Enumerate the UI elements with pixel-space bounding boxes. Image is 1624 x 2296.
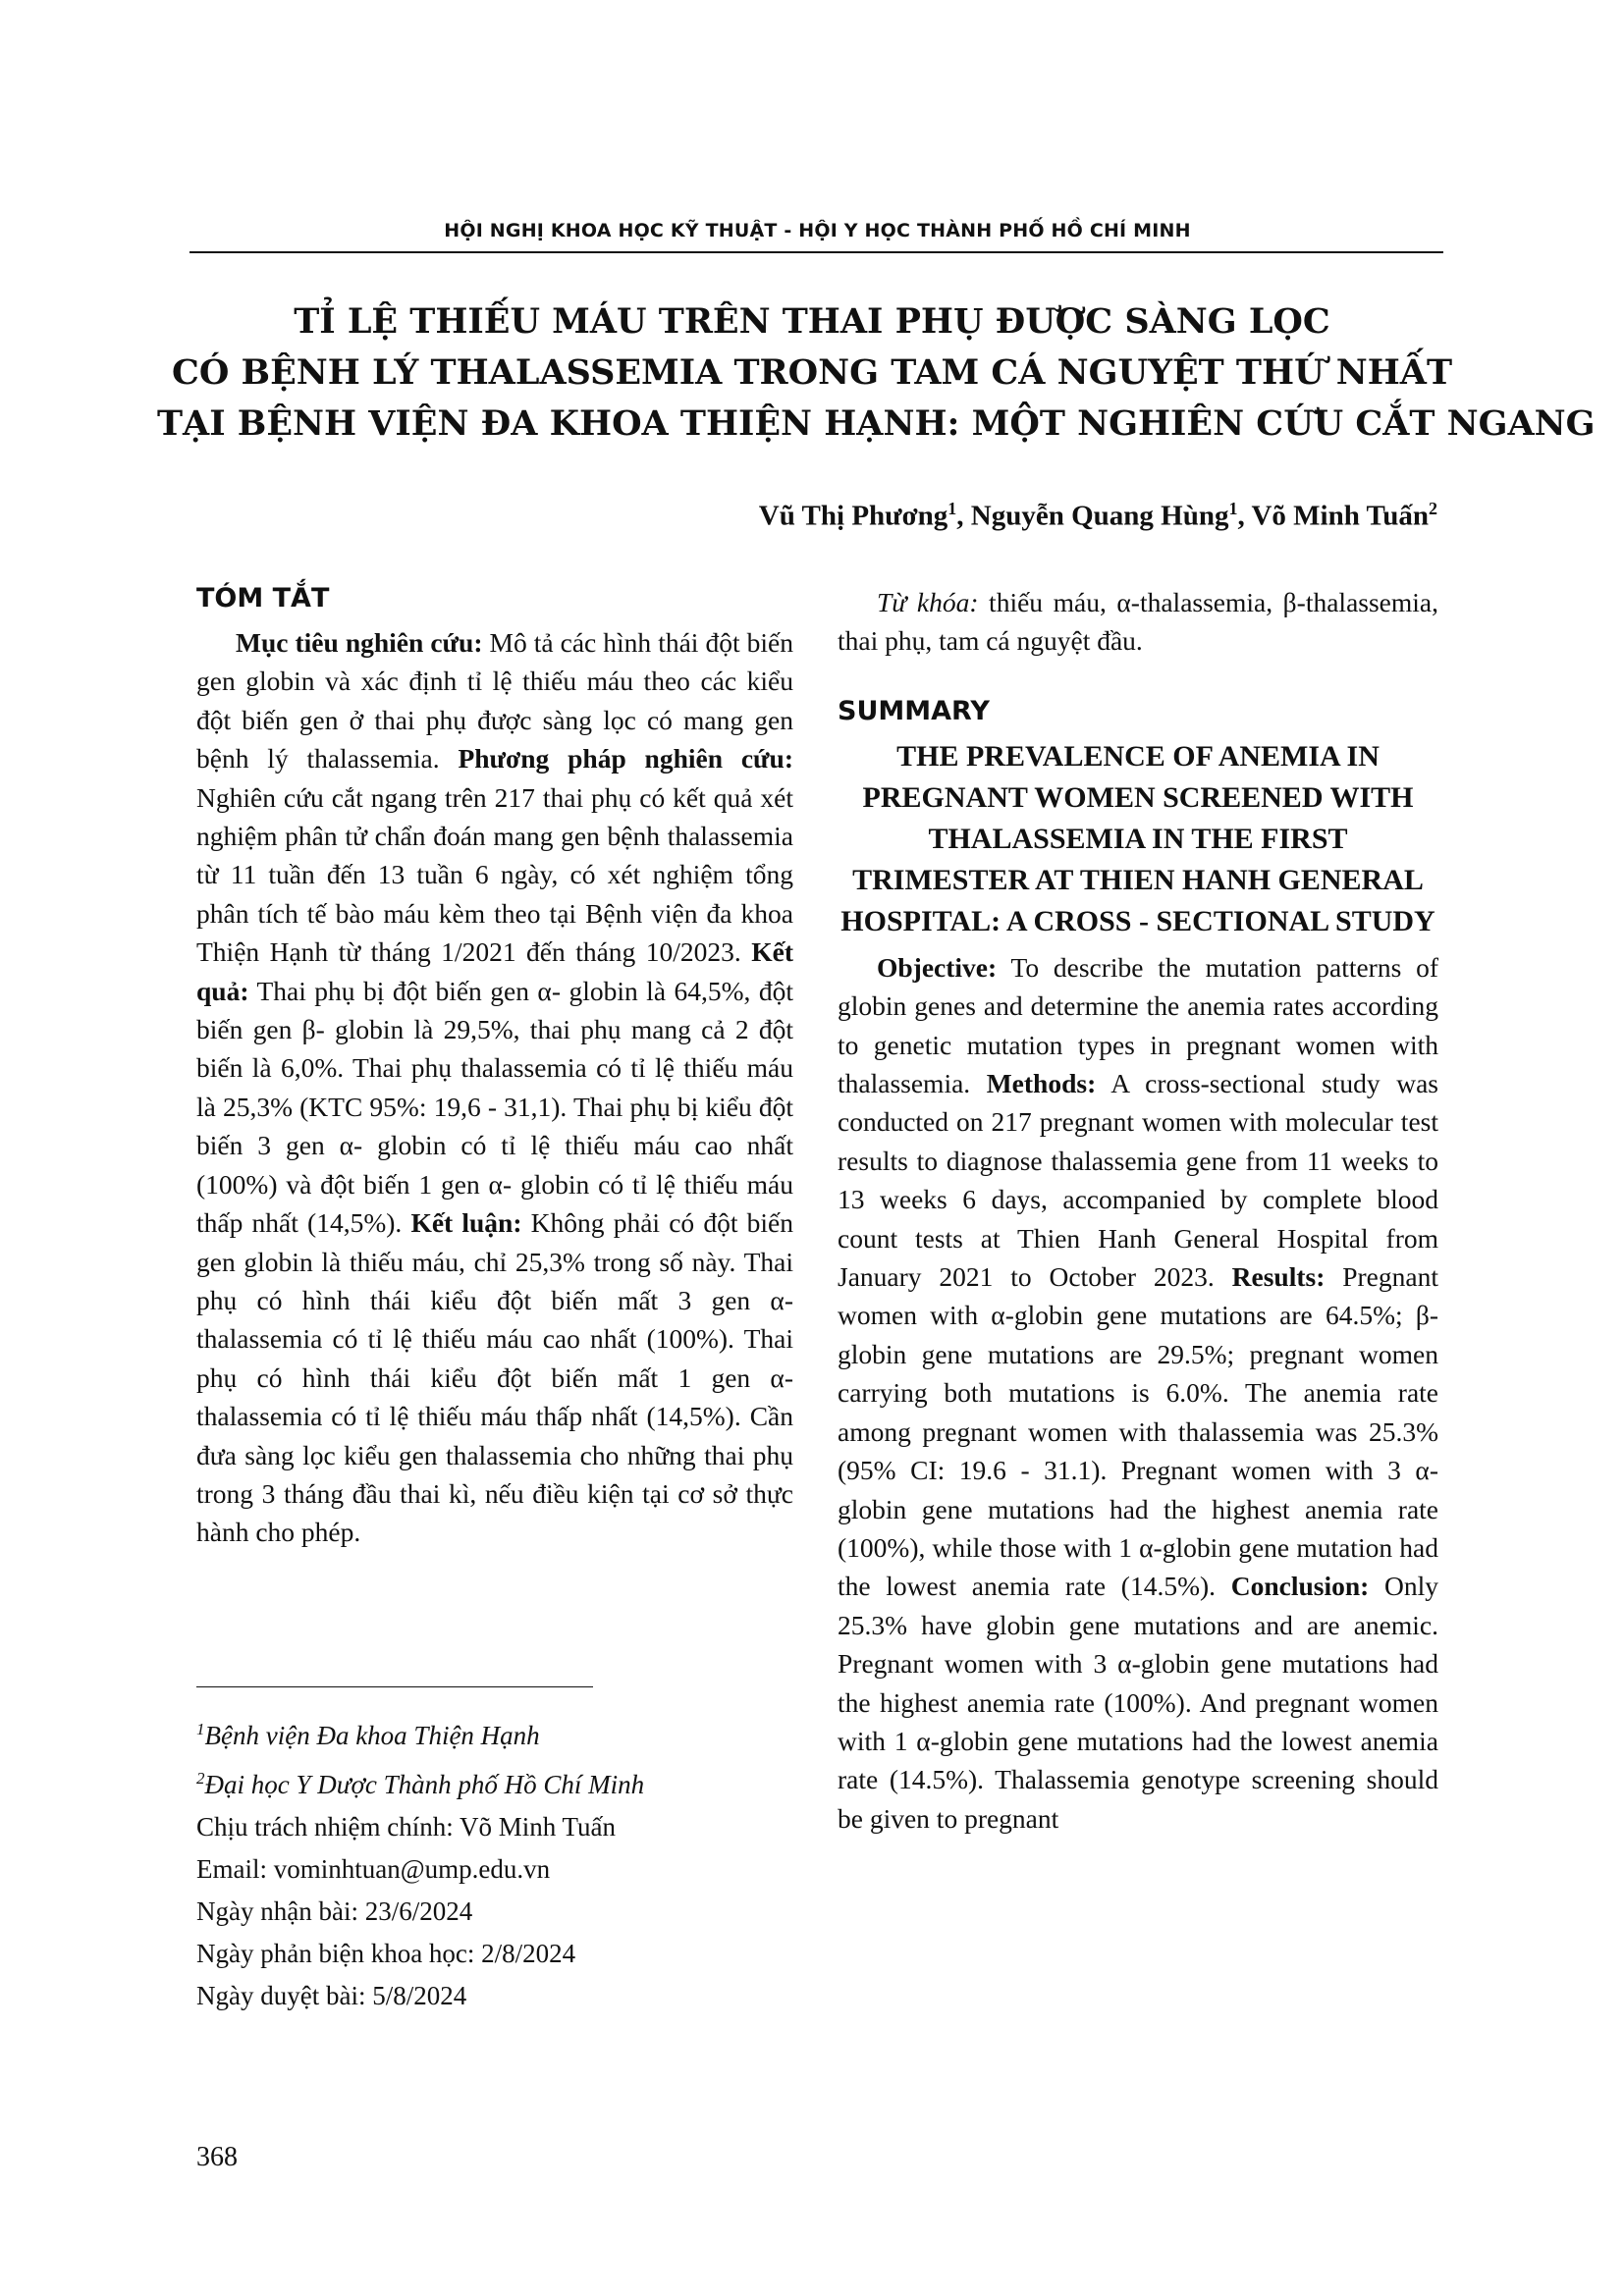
objective-text: To describe the mutation patterns of globin genes and determine the anemia rates according to genetic mutation types in pregnant women with thalassemia. xyxy=(838,951,1438,1099)
affiliation-text: Đại học Y Dược Thành phố Hồ Chí Minh xyxy=(204,1770,645,1799)
affiliation-mark: 1 xyxy=(196,1720,205,1738)
email: Email: vominhtuan@ump.edu.vn xyxy=(196,1854,551,1884)
results-text: Pregnant women with α-globin gene mutations are 64.5%; β-globin gene mutations are 29.5%; pregnant women carrying both mutations is 6.0%. The anemia rate among pregnant women with thalassemia was 25.3% (95% CI: 19.6 - 31.1). Pregnant women with 3 α-globin gene mutations had the highest anemia rate (100%), while those with 1 α-globin gene mutation had the lowest anemia rate (14.5%). xyxy=(838,1261,1438,1602)
title-line: TỈ LỆ THIẾU MÁU TRÊN THAI PHỤ ĐƯỢC SÀNG LỌC xyxy=(294,301,1330,342)
date-reviewed: Ngày phản biện khoa học: 2/8/2024 xyxy=(196,1939,576,1968)
keywords-label: Từ khóa: xyxy=(877,587,979,617)
results-label: Kết quả: xyxy=(196,936,793,1006)
date-accepted: Ngày duyệt bài: 5/8/2024 xyxy=(196,1981,467,2010)
author-name: Vũ Thị Phương xyxy=(758,500,948,532)
corresponding-author: Chịu trách nhiệm chính: Võ Minh Tuấn xyxy=(196,1812,617,1842)
running-header: HỘI NGHỊ KHOA HỌC KỸ THUẬT - HỘI Y HỌC THÀNH PHỐ HỒ CHÍ MINH xyxy=(444,220,1191,241)
conclusion-label: Conclusion: xyxy=(1230,1571,1370,1602)
keywords-text: thiếu máu, α-thalassemia, β-thalassemia, thai phụ, tam cá nguyệt đầu. xyxy=(838,587,1438,657)
date-received: Ngày nhận bài: 23/6/2024 xyxy=(196,1896,473,1926)
objective-label: Objective: xyxy=(877,951,998,983)
left-column xyxy=(196,579,793,1552)
results-label: Results: xyxy=(1231,1261,1326,1293)
author-affiliation-mark: 1 xyxy=(1228,499,1238,518)
conclusion-text: Only 25.3% have globin gene mutations and are anemic. Pregnant women with 3 α-globin gene mutations had the highest anemia rate (100%). And pregnant women with 1 α-globin gene mutations had the lowest anemia rate (14.5%). Thalassemia genotype screening should be given to pregnant xyxy=(838,1571,1438,1834)
title-line: CÓ BỆNH LÝ THALASSEMIA TRONG TAM CÁ NGUYỆT THỨ NHẤT xyxy=(171,352,1452,393)
affiliation-2 xyxy=(196,1757,805,1806)
affiliation-mark: 2 xyxy=(196,1769,205,1788)
abstract-body xyxy=(196,623,793,1552)
abstract-heading: TÓM TẮT xyxy=(196,583,330,614)
affiliation-text: Bệnh viện Đa khoa Thiện Hạnh xyxy=(204,1721,540,1750)
conclusion-label: Kết luận: xyxy=(410,1207,522,1239)
footnotes xyxy=(196,1708,805,2017)
methods-label: Methods: xyxy=(986,1068,1097,1099)
results-text: Thai phụ bị đột biến gen α- globin là 64,5%, đột biến gen β- globin là 29,5%, thai phụ mang cả 2 đột biến là 6,0%. Thai phụ thalassemia có tỉ lệ thiếu máu là 25,3% (KTC 95%: 19,6 - 31,1). Thai phụ bị kiểu đột biến 3 gen α- globin có tỉ lệ thiếu máu cao nhất (100%) và đột biến 1 gen α- globin có tỉ lệ thiếu máu thấp nhất (14,5%). xyxy=(196,975,793,1239)
summary-heading: SUMMARY xyxy=(838,695,990,726)
affiliation-1 xyxy=(196,1708,805,1757)
title-line: TẠI BỆNH VIỆN ĐA KHOA THIỆN HẠNH: MỘT NGHIÊN CỨU CẮT NGANG xyxy=(157,403,1596,444)
methods-label: Phương pháp nghiên cứu: xyxy=(458,743,793,774)
objective-label: Mục tiêu nghiên cứu: xyxy=(236,627,483,658)
article-title xyxy=(157,296,1596,450)
page-number: 368 xyxy=(196,2142,238,2172)
keywords xyxy=(838,583,1438,661)
footnote-rule xyxy=(196,1686,593,1687)
methods-text: Nghiên cứu cắt ngang trên 217 thai phụ có kết quả xét nghiệm phân tử chẩn đoán mang gen bệnh thalassemia từ 11 tuần đến 13 tuần 6 ngày, có xét nghiệm tổng phân tích tế bào máu kèm theo tại Bệnh viện đa khoa Thiện Hạnh từ tháng 1/2021 đến tháng 10/2023. xyxy=(196,781,793,968)
objective-text: Mô tả các hình thái đột biến gen globin và xác định tỉ lệ thiếu máu theo các kiểu đột biến gen ở thai phụ được sàng lọc có mang gen bệnh lý thalassemia. xyxy=(196,627,793,774)
author-affiliation-mark: 2 xyxy=(1429,499,1437,518)
author-affiliation-mark: 1 xyxy=(947,499,957,518)
author-name: Nguyễn Quang Hùng xyxy=(970,500,1229,532)
author-list: Vũ Thị Phương$^1$, Nguyễn Quang Hùng$^1$, Võ Minh Tuấn$^2$ xyxy=(758,499,1437,532)
header-rule xyxy=(189,251,1443,253)
conclusion-text: Không phải có đột biến gen globin là thiếu máu, chỉ 25,3% trong số này. Thai phụ có hình thái kiểu đột biến mất 3 gen α- thalassemia có tỉ lệ thiếu máu cao nhất (100%). Thai phụ có hình thái kiểu đột biến mất 1 gen α- thalassemia có tỉ lệ thiếu máu thấp nhất (14,5%). Cần đưa sàng lọc kiểu gen thalassemia cho những thai phụ trong 3 tháng đầu thai kì, nếu điều kiện tại cơ sở thực hành cho phép. xyxy=(196,1207,793,1548)
summary-body xyxy=(838,948,1438,1838)
right-column xyxy=(838,579,1438,1838)
author-name: Võ Minh Tuấn xyxy=(1251,500,1429,532)
methods-text: A cross-sectional study was conducted on 217 pregnant women with molecular test results to diagnose thalassemia gene from 11 weeks to 13 weeks 6 days, accompanied by complete blood count tests at Thien Hanh General Hospital from January 2021 to October 2023. xyxy=(838,1068,1438,1293)
summary-title: THE PREVALENCE OF ANEMIA IN PREGNANT WOMEN SCREENED WITH THALASSEMIA IN THE FIRST TRIMESTER AT THIEN HANH GENERAL HOSPITAL: A CROSS - SECTIONAL STUDY xyxy=(840,739,1435,937)
